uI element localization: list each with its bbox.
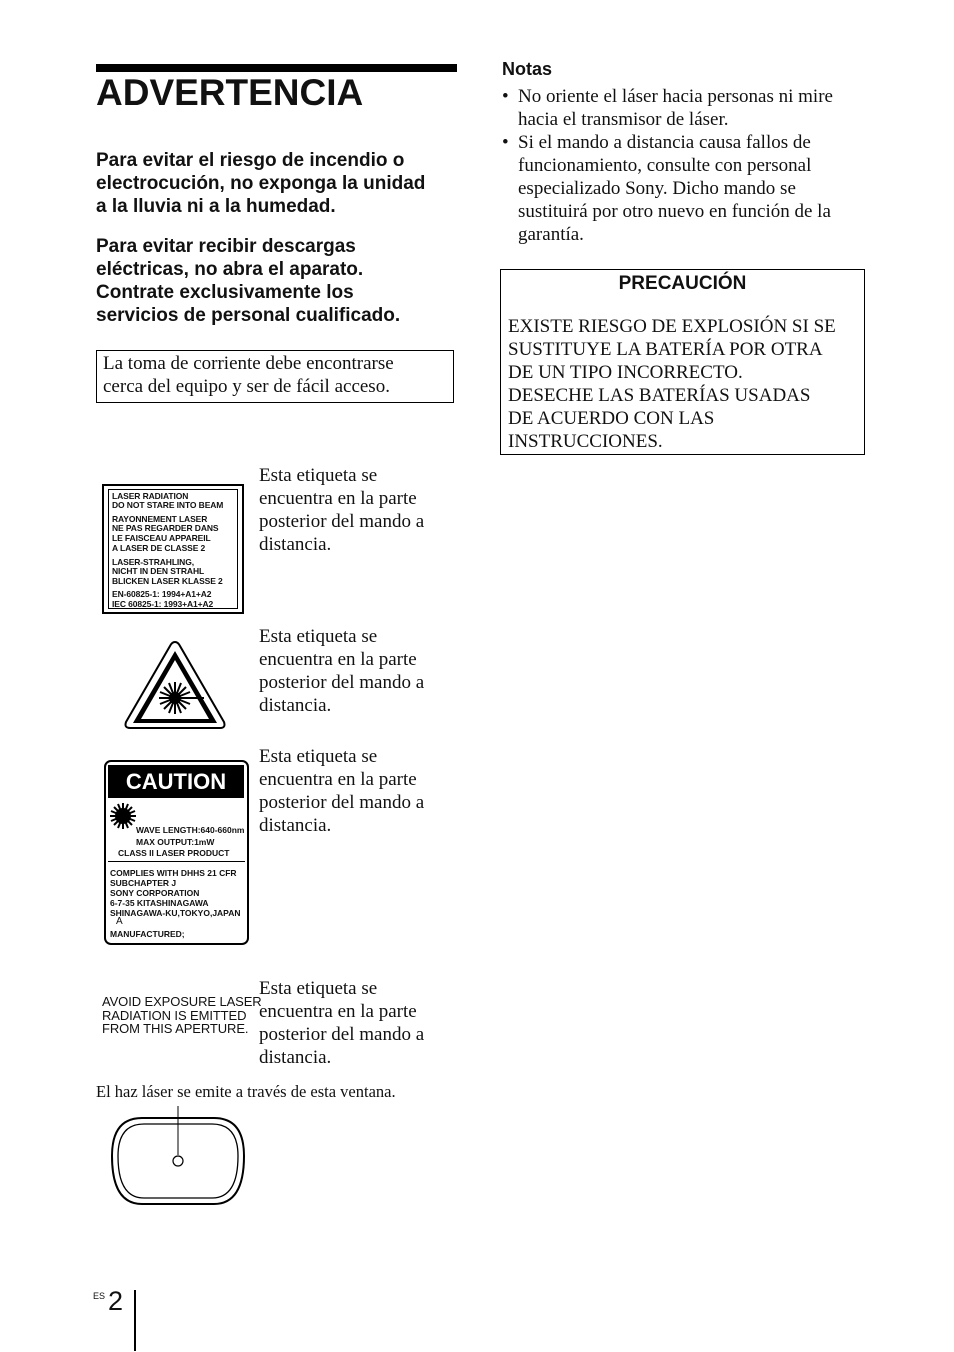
label-caption-3: Esta etiqueta se encuentra en la parte posterior del mando a distancia. [259, 746, 425, 836]
outlet-note: La toma de corriente debe encontrarse cerca del equipo y ser de fácil acceso. [96, 350, 454, 403]
label-caption-4: Esta etiqueta se encuentra en la parte posterior del mando a distancia. [259, 978, 425, 1068]
caution-box-heading: PRECAUCIÓN [618, 273, 747, 294]
battery-caution-box [500, 269, 865, 455]
laser-radiation-label: LASER RADIATION DO NOT STARE INTO BEAM RAYONNEMENT LASER NE PAS REGARDER DANS LE FAISCEAU APPAREIL A LASER DE CLASSE 2 LASER-STRAHLING, NICHT IN DEN STRAHL BLICKEN LASER KLASSE 2 EN-60825-1: 1994+A1+A2 IEC 60825-1: 1993+A1+A2 [102, 484, 244, 614]
caution-box-text: EXISTE RIESGO DE EXPLOSIÓN SI SE SUSTITUYE LA BATERÍA POR OTRA DE UN TIPO INCORRECTO. DESECHE LAS BATERÍAS USADAS DE ACUERDO CON LAS INSTRUCCIONES. [508, 316, 836, 452]
aperture-label: AVOID EXPOSURE LASER RADIATION IS EMITTED FROM THIS APERTURE. [102, 994, 262, 1036]
list-item: • No oriente el láser hacia personas ni mire hacia el transmisor de láser. [502, 86, 833, 130]
notes-title: Notas [502, 59, 553, 79]
label-caption-1: Esta etiqueta se encuentra en la parte posterior del mando a distancia. [259, 465, 425, 555]
list-item: • Si el mando a distancia causa fallos de funcionamiento, consulte con personal especializado Sony. Dicho mando se sustituirá por otro nuevo en función de la garantía. [502, 132, 831, 245]
laser-burst-icon [109, 802, 137, 830]
caution-laser-label: CAUTION WAVE LENGTH:640-660nm MAX OUTPUT:1mW CLASS II LASER PRODUCT COMPLIES WITH DHHS 21 CFR SUBCHAPTER J SONY CORPORATION 6-7-35 KITASHINAGAWA SHINAGAWA-KU,TOKYO,JAPAN A MANUFACTURED; [104, 760, 249, 945]
page-number: 2 [108, 1286, 124, 1316]
beam-window-caption: El haz láser se emite a través de esta ventana. [96, 1082, 396, 1101]
title-rule [96, 64, 457, 72]
laser-warning-triangle-icon [122, 638, 228, 732]
warning-fire: Para evitar el riesgo de incendio o electrocución, no exponga la unidad a la lluvia ni a la humedad. [96, 150, 426, 217]
page-language: ES [93, 1291, 106, 1301]
page-number-rule [134, 1290, 136, 1351]
notes-list [500, 85, 870, 246]
laser-window-icon [108, 1104, 248, 1208]
warning-shock: Para evitar recibir descargas eléctricas, no abra el aparato. Contrate exclusivamente los servicios de personal cualificado. [96, 236, 401, 326]
page-title: ADVERTENCIA [96, 72, 364, 113]
label-caption-2: Esta etiqueta se encuentra en la parte posterior del mando a distancia. [259, 626, 425, 716]
caution-heading: CAUTION [108, 765, 244, 798]
